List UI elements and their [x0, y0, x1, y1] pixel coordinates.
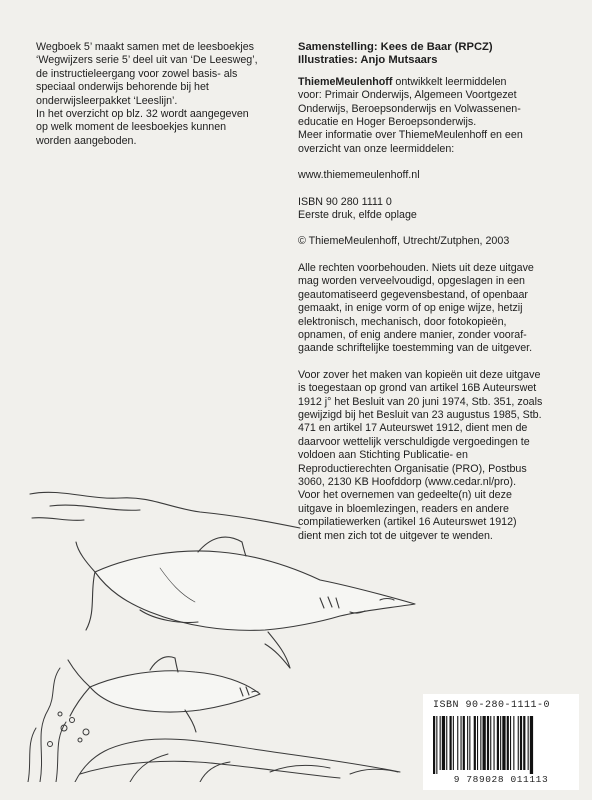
left-line: In het overzicht op blz. 32 wordt aangegeven	[36, 108, 249, 121]
print-edition: Eerste druk, elfde oplage	[298, 209, 417, 222]
rights-line: mag worden verveelvoudigd, opgeslagen in een	[298, 275, 525, 288]
credit-samenstelling: Samenstelling: Kees de Baar (RPCZ)	[298, 41, 493, 53]
left-column	[36, 41, 288, 148]
copying-line: dient men zich tot de uitgever te wenden.	[298, 529, 493, 542]
left-line: speciaal onderwijs behorende bij het	[36, 81, 209, 94]
rights-line: Alle rechten voorbehouden. Niets uit deze uitgave	[298, 261, 534, 274]
publisher-line: Meer informatie over ThiemeMeulenhoff en een	[298, 129, 523, 142]
rights-line: gaande schriftelijke toestemming van de uitgever.	[298, 342, 533, 355]
barcode-isbn-label: ISBN 90-280-1111-0	[433, 700, 551, 711]
left-line: Wegboek 5’ maakt samen met de leesboekjes	[36, 41, 255, 53]
left-line: de instructieleergang voor zowel basis- als	[36, 67, 238, 80]
copying-line: Voor zover het maken van kopieën uit deze uitgave	[298, 368, 541, 381]
publisher-name: ThiemeMeulenhoff	[298, 75, 393, 88]
copying-line: daarvoor wettelijk verschuldigde vergoedingen te	[298, 435, 530, 448]
publisher-line-rest: ontwikkelt leermiddelen	[392, 75, 507, 88]
right-column	[298, 41, 566, 543]
publisher-line: overzicht van onze leermiddelen:	[298, 142, 455, 155]
website-link[interactable]: www.thiememeulenhoff.nl	[298, 169, 420, 182]
copyright-line: © ThiemeMeulenhoff, Utrecht/Zutphen, 2003	[298, 235, 510, 248]
shark-illustration	[20, 482, 460, 782]
copying-line: Voor het overnemen van gedeelte(n) uit deze	[298, 489, 512, 502]
copying-line: Reproductierechten Organisatie (PRO), Postbus	[298, 462, 527, 475]
copying-line: compilatiewerken (artikel 16 Auteurswet 1912)	[298, 516, 517, 529]
copying-line: is toegestaan op grond van artikel 16B Auteurswet	[298, 382, 537, 395]
barcode-bars	[431, 716, 571, 774]
copying-line: uitgave in bloemlezingen, readers en andere	[298, 502, 509, 515]
copying-line: voldoen aan Stichting Publicatie- en	[298, 449, 468, 462]
copying-line: 1912 j° het Besluit van 20 juni 1974, Stb. 351, zoals	[298, 395, 543, 408]
left-line: ‘Wegwijzers serie 5’ deel uit van ‘De Leesweg’,	[36, 54, 258, 67]
publisher-line	[298, 76, 566, 89]
left-line: worden aangeboden.	[36, 134, 137, 147]
small-shark-drawing	[68, 657, 260, 732]
publisher-line: educatie en Hoger Beroepsonderwijs.	[298, 116, 477, 129]
isbn-text: ISBN 90 280 1111 0	[298, 195, 392, 208]
copying-line: 3060, 2130 KB Hoofddorp (www.cedar.nl/pro).	[298, 475, 517, 488]
large-shark-drawing	[76, 537, 415, 668]
publisher-line: Onderwijs, Beroepsonderwijs en Volwassenen-	[298, 102, 521, 115]
left-line: onderwijsleerpakket ‘Leeslijn’.	[36, 94, 178, 107]
rights-line: opnamen, of enig andere manier, zonder vooraf-	[298, 328, 527, 341]
publisher-line: voor: Primair Onderwijs, Algemeen Voortgezet	[298, 89, 517, 102]
rights-line: elektronisch, mechanisch, door fotokopieën,	[298, 315, 507, 328]
rights-line: gemaakt, in enige vorm of op enige wijze, hetzij	[298, 302, 523, 315]
copying-line: gewijzigd bij het Besluit van 23 augustus 1985, Stb.	[298, 408, 542, 421]
barcode-number: 9 789028 011113	[453, 774, 549, 785]
rights-line: geautomatiseerd gegevensbestand, of openbaar	[298, 288, 528, 301]
barcode-area	[423, 694, 579, 790]
credit-illustraties: Illustraties: Anjo Mutsaars	[298, 54, 438, 67]
copying-line: 471 en artikel 17 Auteurswet 1912, dient men de	[298, 422, 528, 435]
left-line: op welk moment de leesboekjes kunnen	[36, 121, 227, 134]
